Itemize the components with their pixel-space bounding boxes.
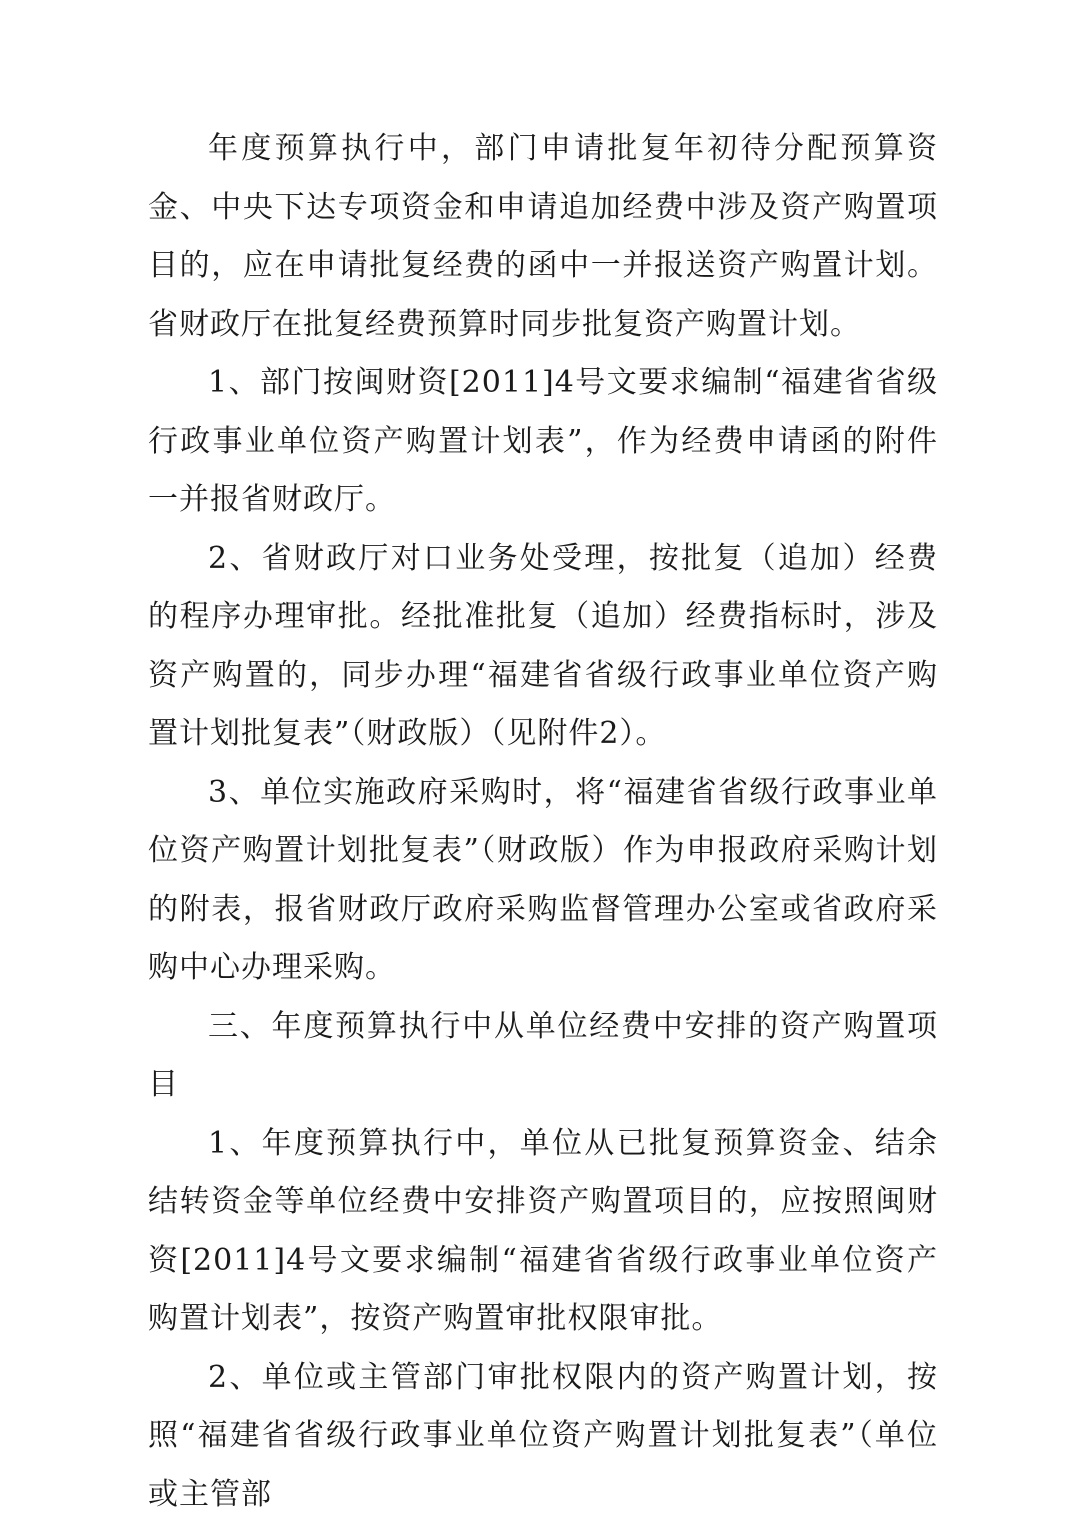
paragraph-budget-execution: 年度预算执行中，部门申请批复年初待分配预算资金、中央下达专项资金和申请追加经费中涉及资产购置项目的，应在申请批复经费的函中一并报送资产购置计划。省财政厅在批复经费预算时同步批复资产购置计划。	[148, 131, 938, 342]
paragraph-section3-item-1: 1、年度预算执行中，单位从已批复预算资金、结余结转资金等单位经费中安排资产购置项目的，应按照闽财资[2011]4号文要求编制“福建省省级行政事业单位资产购置计划表”，按资产购置审批权限审批。	[148, 1125, 938, 1336]
section-heading-3: 三、年度预算执行中从单位经费中安排的资产购置项目	[148, 1008, 938, 1102]
paragraph-item-3: 3、单位实施政府采购时，将“福建省省级行政事业单位资产购置计划批复表”（财政版）作为申报政府采购计划的附表，报省财政厅政府采购监督管理办公室或省政府采购中心办理采购。	[148, 774, 938, 985]
paragraph-section3-item-2: 2、单位或主管部门审批权限内的资产购置计划，按照“福建省省级行政事业单位资产购置计划批复表”（单位或主管部	[148, 1359, 938, 1512]
paragraph-item-2: 2、省财政厅对口业务处受理，按批复（追加）经费的程序办理审批。经批准批复（追加）经费指标时，涉及资产购置的，同步办理“福建省省级行政事业单位资产购置计划批复表”（财政版）（见附件2）。	[148, 540, 938, 751]
document-body	[148, 120, 938, 1524]
paragraph-item-1: 1、部门按闽财资[2011]4号文要求编制“福建省省级行政事业单位资产购置计划表”，作为经费申请函的附件一并报省财政厅。	[148, 365, 938, 517]
